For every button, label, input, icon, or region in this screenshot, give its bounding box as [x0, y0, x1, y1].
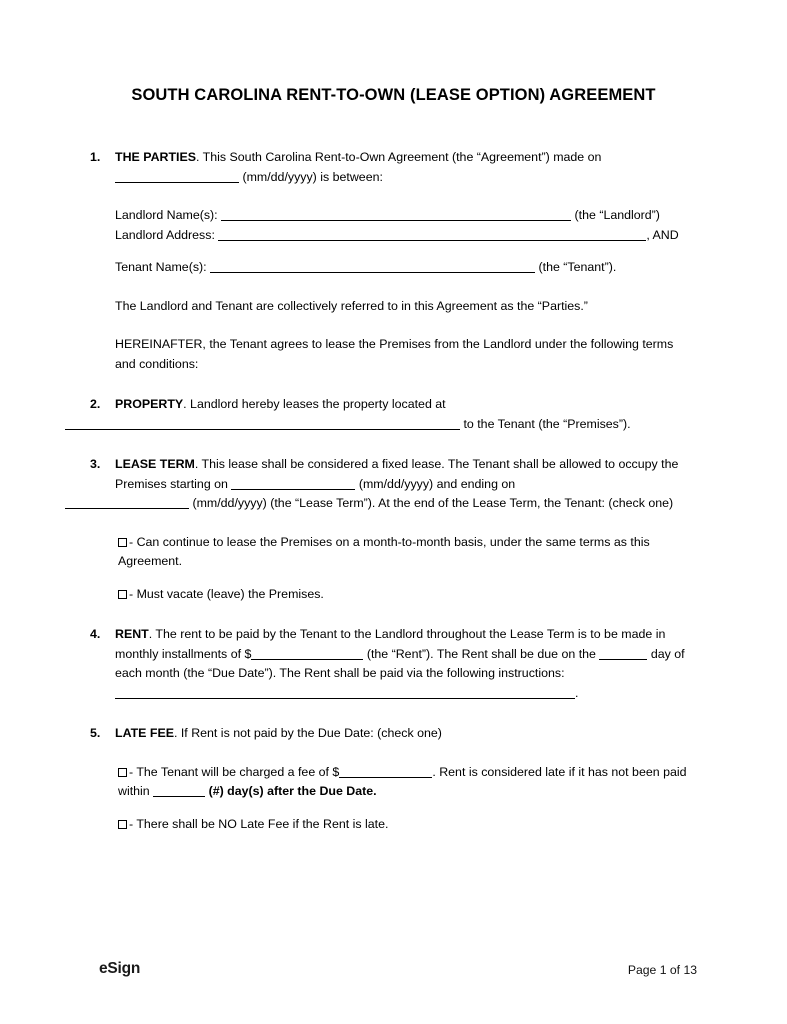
landlord-name-suffix: (the “Landlord”) [574, 208, 660, 222]
lease-end-row [65, 494, 692, 514]
lease-term-option-1-row [118, 533, 692, 572]
rent-text-c: day of each month (the “Due Date”). The Rent shall be paid via the following instructions: [115, 646, 685, 680]
lease-term-text-a: . This lease shall be considered a fixed lease. The Tenant shall be allowed to occupy the Premises starting on [115, 457, 679, 491]
checkbox-icon[interactable] [118, 538, 127, 547]
late-fee-amount-blank[interactable] [339, 765, 432, 778]
parties-intro-b: (mm/dd/yyyy) is between: [242, 169, 383, 184]
clause-heading-property: PROPERTY [115, 397, 184, 411]
late-fee-option-2-row [118, 815, 692, 835]
late-fee-options [118, 763, 692, 835]
landlord-address-row [115, 226, 692, 246]
checkbox-icon[interactable] [118, 590, 127, 599]
clause-the-parties [90, 148, 692, 374]
property-address-blank[interactable] [65, 417, 460, 430]
lease-start-date-blank[interactable] [231, 477, 355, 490]
late-fee-option-1-row [118, 763, 692, 802]
rent-text-a: . The rent to be paid by the Tenant to the Landlord throughout the Lease Term is to be made in monthly installments of $ [115, 627, 666, 661]
landlord-address-label: Landlord Address: [115, 227, 215, 242]
rent-text-d: . [575, 685, 579, 700]
late-fee-text [115, 724, 692, 744]
property-text-b: to the Tenant (the “Premises”). [463, 416, 631, 431]
lease-term-option-2-label: - Must vacate (leave) the Premises. [129, 586, 324, 601]
tenant-name-blank[interactable] [210, 260, 535, 273]
checkbox-icon[interactable] [118, 820, 127, 829]
tenant-name-suffix: (the “Tenant”). [538, 260, 617, 274]
rent-due-day-blank[interactable] [599, 647, 647, 660]
lease-term-text-c: (mm/dd/yyyy) (the “Lease Term”). At the end of the Lease Term, the Tenant: (check one) [192, 496, 674, 510]
late-fee-option-1-b: . Rent is considered late if it has not been paid within [118, 764, 687, 798]
rent-amount-blank[interactable] [251, 647, 363, 660]
tenant-name-row [115, 258, 692, 278]
parties-hereinafter-text: HEREINAFTER, the Tenant agrees to lease the Premises from the Landlord under the following terms and conditions: [115, 337, 674, 371]
lease-term-text-b: (mm/dd/yyyy) and ending on [358, 476, 516, 491]
clause-heading-rent: RENT [115, 627, 149, 641]
clause-number: 3. [90, 457, 101, 471]
rent-instructions-blank[interactable] [115, 686, 575, 699]
checkbox-icon[interactable] [118, 768, 127, 777]
late-fee-option-1-c: (#) day(s) after the Due Date. [208, 784, 377, 798]
page-footer [90, 960, 697, 982]
landlord-name-row [115, 206, 692, 226]
clause-number: 4. [90, 627, 101, 641]
parties-intro [115, 148, 692, 187]
clause-heading-lease-term: LEASE TERM [115, 457, 195, 471]
clause-number: 5. [90, 726, 101, 740]
landlord-name-blank[interactable] [221, 208, 571, 221]
clause-heading-late-fee: LATE FEE [115, 726, 174, 740]
tenant-name-label: Tenant Name(s): [115, 260, 207, 274]
clause-late-fee [90, 724, 692, 744]
clause-property [90, 395, 692, 415]
landlord-address-suffix: , AND [646, 227, 679, 242]
lease-term-option-2-row [118, 585, 692, 605]
rent-text [115, 625, 692, 703]
clause-number: 1. [90, 150, 101, 164]
property-text-a: . Landlord hereby leases the property located at [183, 397, 446, 411]
lease-term-option-1-label: - Can continue to lease the Premises on a month-to-month basis, under the same terms as this Agreement. [118, 534, 650, 568]
document-body [90, 148, 692, 834]
parties-collective-text: The Landlord and Tenant are collectively referred to in this Agreement as the “Parties.” [115, 298, 588, 313]
clause-heading-parties: THE PARTIES [115, 150, 197, 164]
property-address-row [65, 415, 692, 435]
clause-number: 2. [90, 397, 101, 411]
late-fee-option-2-label: - There shall be NO Late Fee if the Rent is late. [129, 816, 389, 831]
page-number: Page 1 of 13 [627, 963, 697, 977]
late-fee-option-1-a: - The Tenant will be charged a fee of $ [129, 764, 340, 779]
page-title: SOUTH CAROLINA RENT-TO-OWN (LEASE OPTION) AGREEMENT [131, 86, 656, 104]
parties-intro-a: . This South Carolina Rent-to-Own Agreement (the “Agreement”) made on [196, 150, 602, 164]
clause-rent [90, 625, 692, 703]
late-fee-days-blank[interactable] [153, 784, 205, 797]
property-text [115, 395, 692, 415]
clause-lease-term [90, 455, 692, 494]
landlord-address-blank[interactable] [218, 228, 646, 241]
late-fee-text-a: . If Rent is not paid by the Due Date: (check one) [173, 726, 442, 740]
lease-term-options [118, 533, 692, 605]
rent-text-b: (the “Rent”). The Rent shall be due on the [366, 646, 596, 661]
lease-end-date-blank[interactable] [65, 496, 189, 509]
landlord-name-label: Landlord Name(s): [115, 208, 218, 222]
agreement-date-blank[interactable] [115, 170, 239, 183]
lease-term-text [115, 455, 692, 494]
esign-logo: eSign [99, 960, 141, 977]
